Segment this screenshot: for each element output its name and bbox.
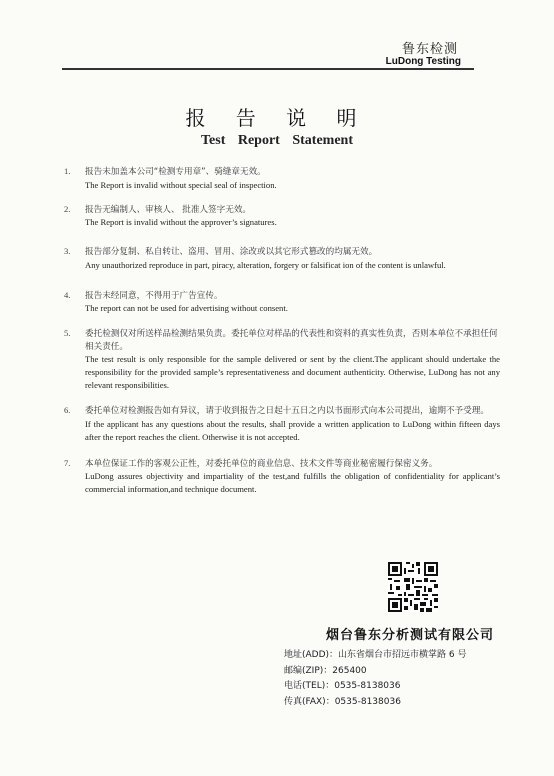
fax-label: 传真(FAX)： bbox=[284, 696, 335, 707]
statement-list bbox=[60, 166, 500, 496]
title-en: Test Report Statement bbox=[200, 133, 353, 148]
statement-item-1 bbox=[60, 166, 500, 192]
zip-value: 265400 bbox=[332, 665, 367, 676]
brand-en: LuDong Testing bbox=[385, 56, 461, 67]
statement-item-7 bbox=[60, 458, 500, 497]
item-number: 1. bbox=[64, 166, 71, 176]
item-text-cn: 报告未经同意，不得用于广告宣传。 bbox=[85, 290, 223, 301]
address-value: 山东省烟台市招远市横掌路 6 号 bbox=[338, 650, 467, 660]
item-text-cn: 报告部分复制、私自转让、盗用、冒用、涂改或以其它形式篡改的均属无效。 bbox=[85, 247, 378, 257]
item-number: 7. bbox=[64, 457, 71, 468]
address-row bbox=[284, 648, 467, 664]
item-number: 5. bbox=[64, 328, 71, 338]
item-number: 3. bbox=[64, 246, 71, 256]
item-text-cn: 报告未加盖本公司“检测专用章”、骑缝章无效。 bbox=[85, 167, 266, 177]
statement-item-4 bbox=[60, 290, 500, 316]
item-number: 4. bbox=[64, 289, 71, 300]
fax-row bbox=[284, 695, 467, 711]
contact-block bbox=[284, 648, 467, 710]
item-text-en: The test result is only responsible for the sample delivered or sent by the client.The applicant should undertake the responsibility for the provided sample’s representativeness and document authenticity. Otherwise, LuDong has not any relevant responsibilities. bbox=[85, 354, 500, 390]
company-name: 烟台鲁东分析测试有限公司 bbox=[326, 628, 495, 643]
tel-label: 电话(TEL)： bbox=[284, 681, 335, 691]
item-text-en: Any unauthorized reproduce in part, piracy, alteration, forgery or falsificat ion of the content is unlawful. bbox=[85, 259, 446, 270]
address-label: 地址(ADD)： bbox=[284, 650, 339, 660]
tel-value: 0535-8138036 bbox=[334, 681, 401, 691]
zip-row bbox=[284, 664, 467, 680]
statement-item-3 bbox=[60, 246, 500, 272]
item-text-en: The Report is invalid without the approver’s signatures. bbox=[85, 217, 277, 227]
item-text-en: The report can not be used for advertising without consent. bbox=[85, 303, 288, 313]
title-cn: 报 告 说 明 bbox=[185, 106, 369, 130]
item-text-cn: 委托单位对检测报告如有异议，请于收到报告之日起十五日之内以书面形式向本公司提出，逾期不予受理。 bbox=[85, 406, 489, 416]
fax-value: 0535-8138036 bbox=[334, 696, 401, 707]
tel-row bbox=[284, 679, 467, 695]
item-text-en: LuDong assures objectivity and impartiality of the test,and fulfills the obligation of confidentiality for applicant’s commercial information,and technique document. bbox=[85, 471, 500, 494]
zip-label: 邮编(ZIP)： bbox=[284, 665, 333, 676]
statement-item-6 bbox=[60, 405, 500, 444]
item-number: 2. bbox=[64, 203, 71, 214]
item-text-en: If the applicant has any questions about the results, shall provide a written application to LuDong within fifteen days after the report reaches the client. Otherwise it is not accepted. bbox=[85, 418, 500, 442]
statement-item-5 bbox=[60, 328, 500, 392]
item-text-cn: 报告无编制人、审核人、 批准人签字无效。 bbox=[85, 204, 252, 215]
qr-code-icon bbox=[388, 562, 438, 612]
item-text-cn: 委托检测仅对所送样品检测结果负责。委托单位对样品的代表性和资料的真实性负责，否则本单位不承担任何相关责任。 bbox=[85, 329, 498, 352]
item-number: 6. bbox=[64, 405, 71, 415]
statement-item-2 bbox=[60, 204, 500, 230]
item-text-en: The Report is invalid without special seal of inspection. bbox=[85, 179, 277, 190]
brand-cn: 鲁东检测 bbox=[401, 42, 458, 57]
header-rule bbox=[62, 68, 474, 70]
item-text-cn: 本单位保证工作的客观公正性，对委托单位的商业信息、技术文件等商业秘密履行保密义务。 bbox=[85, 458, 438, 469]
